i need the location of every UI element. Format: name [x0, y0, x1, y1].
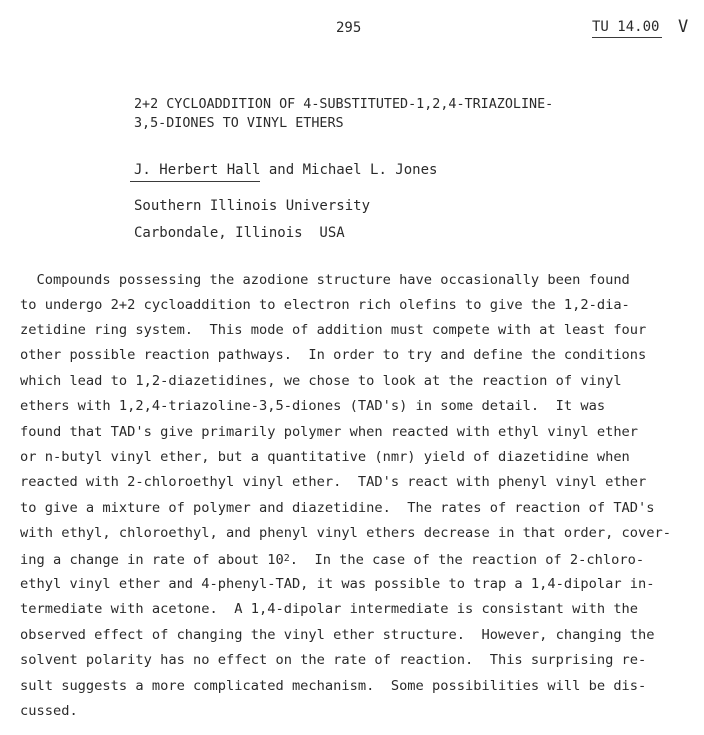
abstract-line: termediate with acetone. A 1,4-dipolar intermediate is consistant with the — [20, 601, 639, 617]
abstract-line: Compounds possessing the azodione structure have occasionally been found — [20, 272, 630, 288]
author-first: J. Herbert Hall — [134, 162, 261, 178]
paper-title — [134, 95, 553, 133]
title-line-2: 3,5-DIONES TO VINYL ETHERS — [134, 116, 344, 131]
abstract-line: reacted with 2-chloroethyl vinyl ether. TAD's react with phenyl vinyl ether — [20, 474, 647, 490]
page-number: 295 — [336, 20, 362, 36]
abstract-line: other possible reaction pathways. In order to try and define the conditions — [20, 347, 647, 363]
abstract-line: found that TAD's give primarily polymer when reacted with ethyl vinyl ether — [20, 424, 639, 440]
session-code-underline — [592, 37, 662, 38]
affiliation-location: Carbondale, Illinois USA — [134, 225, 345, 241]
abstract-line-text: ing a change in rate of about 10 — [20, 552, 284, 568]
author-second: Michael L. Jones — [302, 162, 438, 178]
exponent: 2 — [283, 553, 290, 564]
abstract-line: or n-butyl vinyl ether, but a quantitative (nmr) yield of diazetidine when — [20, 449, 630, 465]
abstract-line: observed effect of changing the vinyl ether structure. However, changing the — [20, 627, 655, 643]
abstract-line: solvent polarity has no effect on the rate of reaction. This surprising re- — [20, 652, 647, 668]
author-connector: and — [260, 162, 303, 178]
session-code: TU 14.00 — [592, 19, 660, 35]
abstract-line-tail: . In the case of the reaction of 2-chloro- — [289, 552, 645, 568]
abstract-line — [20, 552, 644, 568]
abstract-line: with ethyl, chloroethyl, and phenyl vinyl ethers decrease in that order, cover- — [20, 525, 672, 541]
abstract-line: to give a mixture of polymer and diazetidine. The rates of reaction of TAD's — [20, 500, 655, 516]
abstract-line: ethers with 1,2,4-triazoline-3,5-diones (TAD's) in some detail. It was — [20, 398, 606, 414]
abstract-line: cussed. — [20, 703, 78, 719]
presenter-underline — [130, 181, 260, 182]
abstract-line: ethyl vinyl ether and 4-phenyl-TAD, it was possible to trap a 1,4-dipolar in- — [20, 576, 655, 592]
abstract-line: to undergo 2+2 cycloaddition to electron rich olefins to give the 1,2-dia- — [20, 297, 630, 313]
abstract-line: zetidine ring system. This mode of addition must compete with at least four — [20, 322, 647, 338]
handwritten-mark: V — [678, 17, 689, 37]
abstract-line: sult suggests a more complicated mechanism. Some possibilities will be dis- — [20, 678, 647, 694]
affiliation-institution: Southern Illinois University — [134, 198, 371, 214]
title-line-1: 2+2 CYCLOADDITION OF 4-SUBSTITUTED-1,2,4-TRIAZOLINE- — [134, 97, 554, 112]
abstract-line: which lead to 1,2-diazetidines, we chose to look at the reaction of vinyl — [20, 373, 622, 389]
author-line — [134, 162, 437, 178]
